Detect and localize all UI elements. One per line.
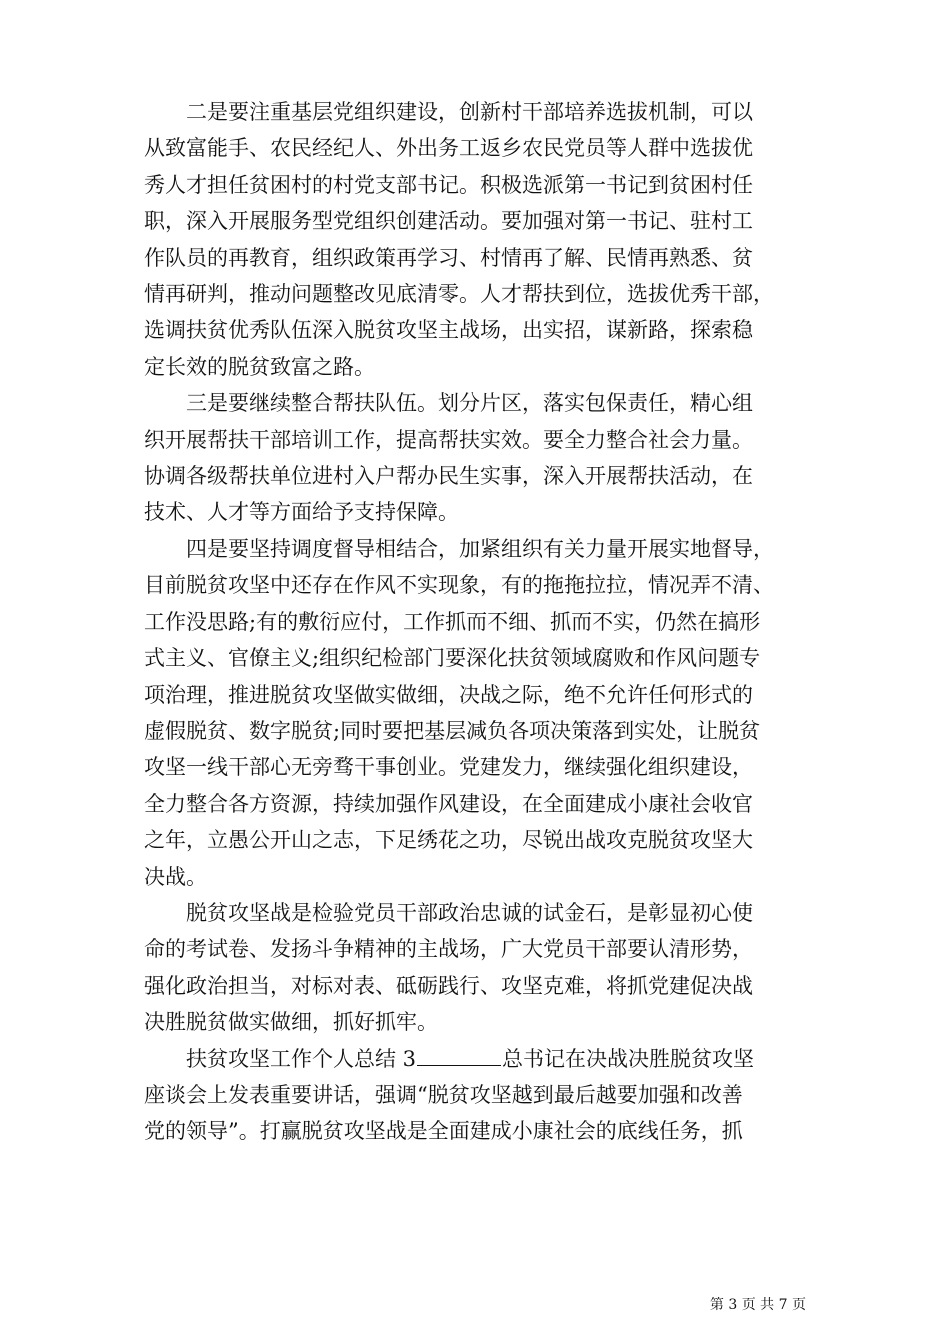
paragraph-line: 从致富能手、农民经纪人、外出务工返乡农民党员等人群中选拔优 bbox=[144, 136, 753, 161]
page-number: 第 3 页 共 7 页 bbox=[709, 1297, 806, 1313]
paragraph-2 bbox=[144, 385, 824, 531]
paragraph-line: 强化政治担当，对标对表、砥砺践行、攻坚克难，将抓党建促决战 bbox=[144, 973, 753, 998]
paragraph-line: 作队员的再教育，组织政策再学习、村情再了解、民情再熟悉、贫 bbox=[144, 245, 753, 270]
paragraph-line: 项治理，推进脱贫攻坚做实做细，决战之际，绝不允许任何形式的 bbox=[144, 682, 753, 707]
paragraph-line: 决胜脱贫做实做细，抓好抓牢。 bbox=[144, 1010, 438, 1035]
paragraph-line: 三是要继续整合帮扶队伍。划分片区，落实包保责任，精心组 bbox=[186, 391, 753, 416]
paragraph-line: 选调扶贫优秀队伍深入脱贫攻坚主战场，出实招，谋新路，探索稳 bbox=[144, 318, 753, 343]
paragraph-4 bbox=[144, 895, 824, 1041]
document-body bbox=[144, 94, 824, 1150]
paragraph-line: 定长效的脱贫致富之路。 bbox=[144, 354, 375, 379]
section-heading-prefix: 扶贫攻坚工作个人总结 3 bbox=[186, 1046, 417, 1071]
paragraph-line: 全力整合各方资源，持续加强作风建设，在全面建成小康社会收官 bbox=[144, 791, 753, 816]
paragraph-line: 技术、人才等方面给予支持保障。 bbox=[144, 500, 459, 525]
section-paragraph bbox=[144, 1041, 824, 1150]
paragraph-line: 协调各级帮扶单位进村入户帮办民生实事，深入开展帮扶活动，在 bbox=[144, 464, 753, 489]
paragraph-line: 攻坚一线干部心无旁骛干事创业。党建发力，继续强化组织建设， bbox=[144, 755, 753, 780]
paragraph-line: 决战。 bbox=[144, 864, 207, 889]
paragraph-line: 之年，立愚公开山之志，下足绣花之功，尽锐出战攻克脱贫攻坚大 bbox=[144, 828, 753, 853]
paragraph-line: 职，深入开展服务型党组织创建活动。要加强对第一书记、驻村工 bbox=[144, 209, 753, 234]
paragraph-line: 四是要坚持调度督导相结合，加紧组织有关力量开展实地督导， bbox=[186, 536, 774, 561]
fill-in-blank bbox=[417, 1047, 501, 1066]
paragraph-line: 党的领导”。打赢脱贫攻坚战是全面建成小康社会的底线任务，抓 bbox=[144, 1119, 743, 1144]
paragraph-3 bbox=[144, 531, 824, 895]
paragraph-1 bbox=[144, 94, 824, 385]
paragraph-line: 座谈会上发表重要讲话，强调“脱贫攻坚越到最后越要加强和改善 bbox=[144, 1082, 743, 1107]
paragraph-line: 虚假脱贫、数字脱贫;同时要把基层减负各项决策落到实处，让脱贫 bbox=[144, 718, 761, 743]
section-heading-line bbox=[144, 1041, 824, 1077]
paragraph-line: 二是要注重基层党组织建设，创新村干部培养选拔机制，可以 bbox=[186, 100, 753, 124]
paragraph-line: 工作没思路;有的敷衍应付，工作抓而不细、抓而不实，仍然在搞形 bbox=[144, 609, 761, 634]
paragraph-line: 目前脱贫攻坚中还存在作风不实现象，有的拖拖拉拉，情况弄不清、 bbox=[144, 573, 774, 598]
paragraph-line: 织开展帮扶干部培训工作，提高帮扶实效。要全力整合社会力量。 bbox=[144, 427, 753, 452]
paragraph-line: 命的考试卷、发扬斗争精神的主战场，广大党员干部要认清形势， bbox=[144, 937, 753, 962]
paragraph-line: 情再研判，推动问题整改见底清零。人才帮扶到位，选拔优秀干部， bbox=[144, 282, 774, 307]
section-heading-suffix: 总书记在决战决胜脱贫攻坚 bbox=[502, 1046, 755, 1071]
paragraph-line: 脱贫攻坚战是检验党员干部政治忠诚的试金石，是彰显初心使 bbox=[186, 900, 753, 925]
paragraph-line: 式主义、官僚主义;组织纪检部门要深化扶贫领域腐败和作风问题专 bbox=[144, 646, 761, 671]
paragraph-line: 秀人才担任贫困村的村党支部书记。积极选派第一书记到贫困村任 bbox=[144, 172, 753, 197]
